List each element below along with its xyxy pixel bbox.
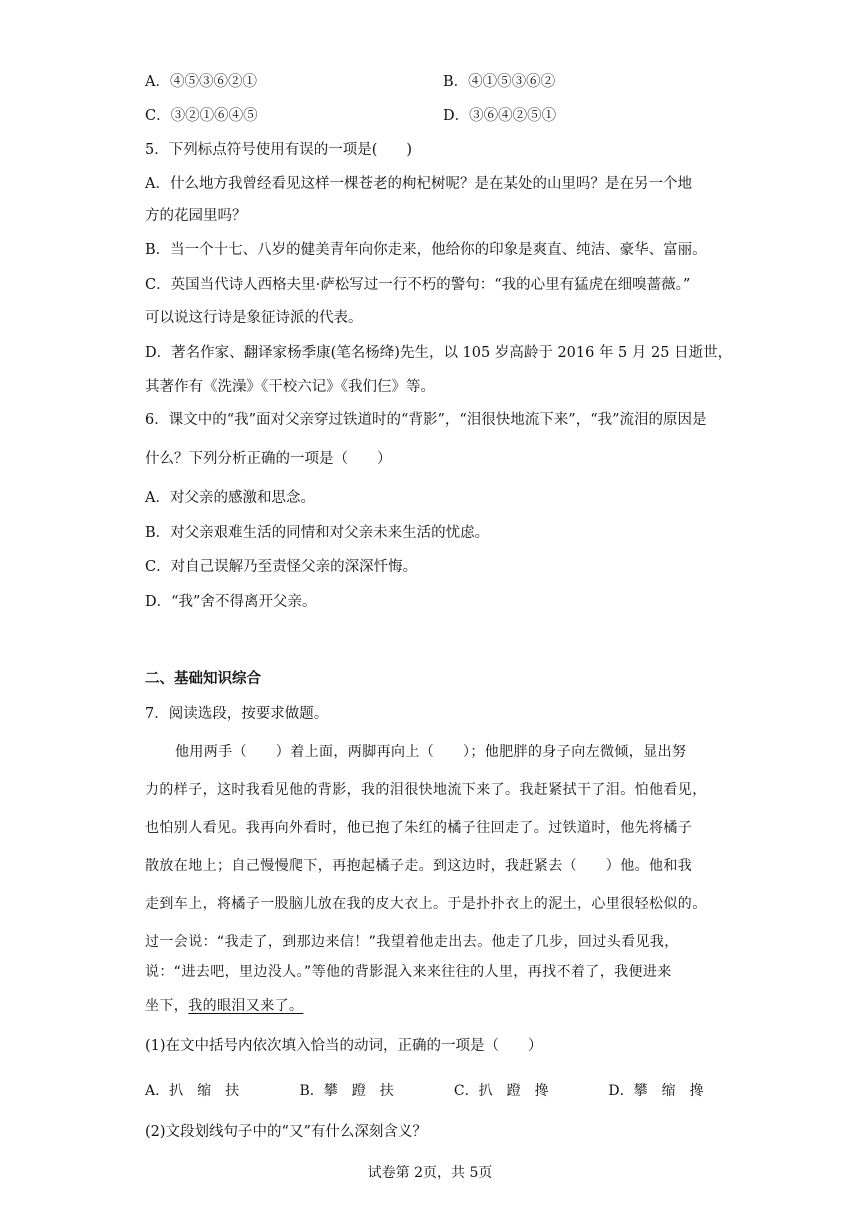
q4-option-c: C．③②①⑥④⑤ [145, 108, 258, 124]
passage-line: 散放在地上；自己慢慢爬下，再抱起橘子走。到这边时，我赶紧去（ ）他。他和我 [145, 858, 693, 874]
page-footer: 试卷第 2页，共 5页 [367, 1165, 493, 1181]
q6-option-b: B．对父亲艰难生活的同情和对父亲未来生活的忧虑。 [145, 525, 490, 541]
passage-line: 他用两手（ ）着上面，两脚再向上（ ）；他肥胖的身子向左微倾，显出努 [175, 744, 687, 760]
q7-stem: 7．阅读选段，按要求做题。 [145, 706, 329, 722]
q5-stem: 5．下列标点符号使用有误的一项是( ) [145, 142, 413, 158]
q6-stem: 6．课文中的“我”面对父亲穿过铁道时的“背影”，“泪很快地流下来”，“我”流泪的原因是 [145, 412, 707, 428]
q5-option-b: B．当一个十七、八岁的健美青年向你走来，他给你的印象是爽直、纯洁、豪华、富丽。 [145, 242, 707, 258]
q6-stem-cont: 什么？下列分析正确的一项是（ ） [145, 451, 392, 467]
q4-option-b: B．④①⑤③⑥② [443, 74, 556, 90]
q7-sub1-option-b [299, 1081, 449, 1101]
q5-option-c-cont: 可以说这行诗是象征诗派的代表。 [145, 310, 363, 326]
option-word: 搀 [534, 1083, 549, 1099]
q4-option-a: A．④⑤③⑥②① [145, 74, 257, 90]
q7-sub1-options [145, 1081, 758, 1101]
q5-option-a-cont: 方的花园里吗？ [145, 208, 247, 224]
option-word: 扶 [225, 1083, 240, 1099]
q6-option-c: C．对自己误解乃至责怪父亲的深深忏悔。 [145, 559, 418, 575]
passage-line: 过一会说：“我走了，到那边来信！”我望着他走出去。他走了几步，回过头看见我， [145, 934, 679, 950]
option-word: 扶 [379, 1083, 394, 1099]
underlined-sentence: 我的眼泪又来了。 [188, 998, 304, 1014]
q7-sub1-option-c [454, 1081, 604, 1101]
q6-option-a: A．对父亲的感激和思念。 [145, 490, 315, 506]
option-label: A． [145, 1083, 170, 1099]
q5-option-d: D．著名作家、翻译家杨季康(笔名杨绛)先生，以 105 岁高龄于 2016 年 5 月 25 日逝世， [145, 345, 733, 361]
q5-option-a: A．什么地方我曾经看见这样一棵苍老的枸杞树呢？是在某处的山里吗？是在另一个地 [145, 176, 692, 192]
passage-text: 坐下， [145, 998, 189, 1014]
option-label: B． [299, 1083, 324, 1099]
passage-line: 说：“进去吧，里边没人。”等他的背影混入来来往往的人里，再找不着了，我便进来 [145, 964, 672, 980]
passage-line: 也怕别人看见。我再向外看时，他已抱了朱红的橘子往回走了。过铁道时，他先将橘子 [145, 820, 693, 836]
option-word: 攀 [323, 1083, 338, 1099]
option-word: 缩 [197, 1083, 212, 1099]
option-word: 扒 [169, 1083, 184, 1099]
passage-line [145, 996, 303, 1016]
section-heading: 二、基础知识综合 [145, 670, 261, 687]
passage-line: 力的样子，这时我看见他的背影，我的泪很快地流下来了。我赶紧拭干了泪。怕他看见， [145, 782, 707, 798]
q7-sub1-option-a [145, 1081, 295, 1101]
q6-option-d: D．“我”舍不得离开父亲。 [145, 594, 317, 610]
q5-option-d-cont: 其著作有《洗澡》《干校六记》《我们仨》等。 [145, 379, 435, 395]
q7-sub1: (1)在文中括号内依次填入恰当的动词，正确的一项是（ ） [145, 1038, 543, 1054]
option-word: 蹬 [351, 1083, 366, 1099]
option-word: 扒 [478, 1083, 493, 1099]
q7-sub2: (2)文段划线句子中的“又”有什么深刻含义？ [145, 1124, 427, 1140]
q5-option-c: C．英国当代诗人西格夫里·萨松写过一行不朽的警句：“我的心里有猛虎在细嗅蔷薇。” [145, 277, 691, 293]
q7-sub1-option-d [608, 1081, 758, 1101]
passage-line: 走到车上，将橘子一股脑儿放在我的皮大衣上。于是扑扑衣上的泥土，心里很轻松似的。 [145, 896, 707, 912]
option-label: C． [453, 1083, 479, 1099]
q4-option-d: D．③⑥④②⑤① [443, 108, 557, 124]
option-word: 蹬 [506, 1083, 521, 1099]
option-label: D． [608, 1083, 634, 1099]
option-word: 搀 [689, 1083, 704, 1099]
option-word: 攀 [633, 1083, 648, 1099]
option-word: 缩 [661, 1083, 676, 1099]
